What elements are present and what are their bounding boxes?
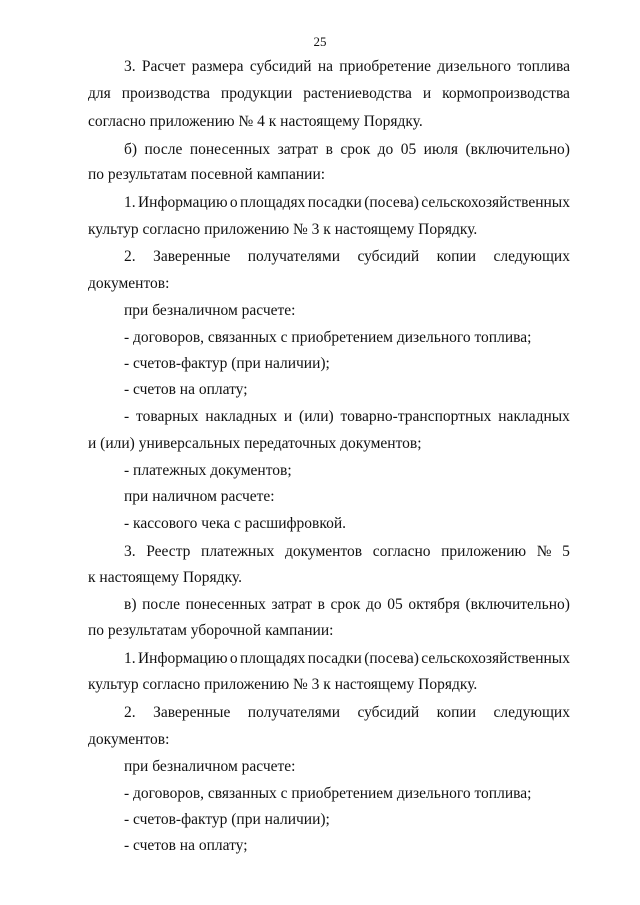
text-line: - счетов-фактур (при наличии);: [124, 355, 330, 372]
text-line: культур согласно приложению № 3 к настоящему Порядку.: [88, 676, 478, 693]
text-line: - платежных документов;: [124, 462, 292, 479]
text-line: к настоящему Порядку.: [88, 569, 242, 586]
text-line: - счетов на оплату;: [124, 837, 248, 854]
text-line: документов:: [88, 275, 170, 292]
text-line: - договоров, связанных с приобретением дизельного топлива;: [124, 329, 532, 346]
text-line: при безналичном расчете:: [124, 302, 296, 319]
text-line: при безналичном расчете:: [124, 758, 296, 775]
text-line: 2. Заверенные получателями субсидий копии следующих: [124, 704, 570, 721]
text-line: - кассового чека с расшифровкой.: [124, 515, 347, 532]
text-line: 3. Реестр платежных документов согласно приложению № 5: [124, 543, 570, 560]
text-line: и (или) универсальных передаточных документов;: [88, 435, 422, 452]
text-line: б) после понесенных затрат в срок до 05 июля (включительно): [124, 141, 570, 158]
text-line: - счетов-фактур (при наличии);: [124, 811, 330, 828]
text-line: культур согласно приложению № 3 к настоящему Порядку.: [88, 221, 478, 238]
text-line: для производства продукции растениеводства и кормопроизводства: [88, 85, 570, 102]
text-line: 3. Расчет размера субсидий на приобретение дизельного топлива: [124, 58, 570, 75]
text-line: по результатам посевной кампании:: [88, 166, 326, 183]
text-line: 1. Информацию о площадях посадки (посева) сельскохозяйственных: [124, 194, 570, 211]
text-line: 2. Заверенные получателями субсидий копии следующих: [124, 248, 570, 265]
text-line: - договоров, связанных с приобретением дизельного топлива;: [124, 785, 532, 802]
text-line: согласно приложению № 4 к настоящему Порядку.: [88, 113, 423, 130]
text-line: в) после понесенных затрат в срок до 05 октября (включительно): [124, 596, 570, 613]
text-line: - счетов на оплату;: [124, 381, 248, 398]
page-number: 25: [313, 34, 327, 49]
text-line: по результатам уборочной кампании:: [88, 622, 334, 639]
text-line: при наличном расчете:: [124, 488, 275, 505]
text-line: 1. Информацию о площадях посадки (посева) сельскохозяйственных: [124, 650, 570, 667]
text-line: - товарных накладных и (или) товарно-транспортных накладных: [124, 408, 570, 425]
text-line: документов:: [88, 731, 170, 748]
